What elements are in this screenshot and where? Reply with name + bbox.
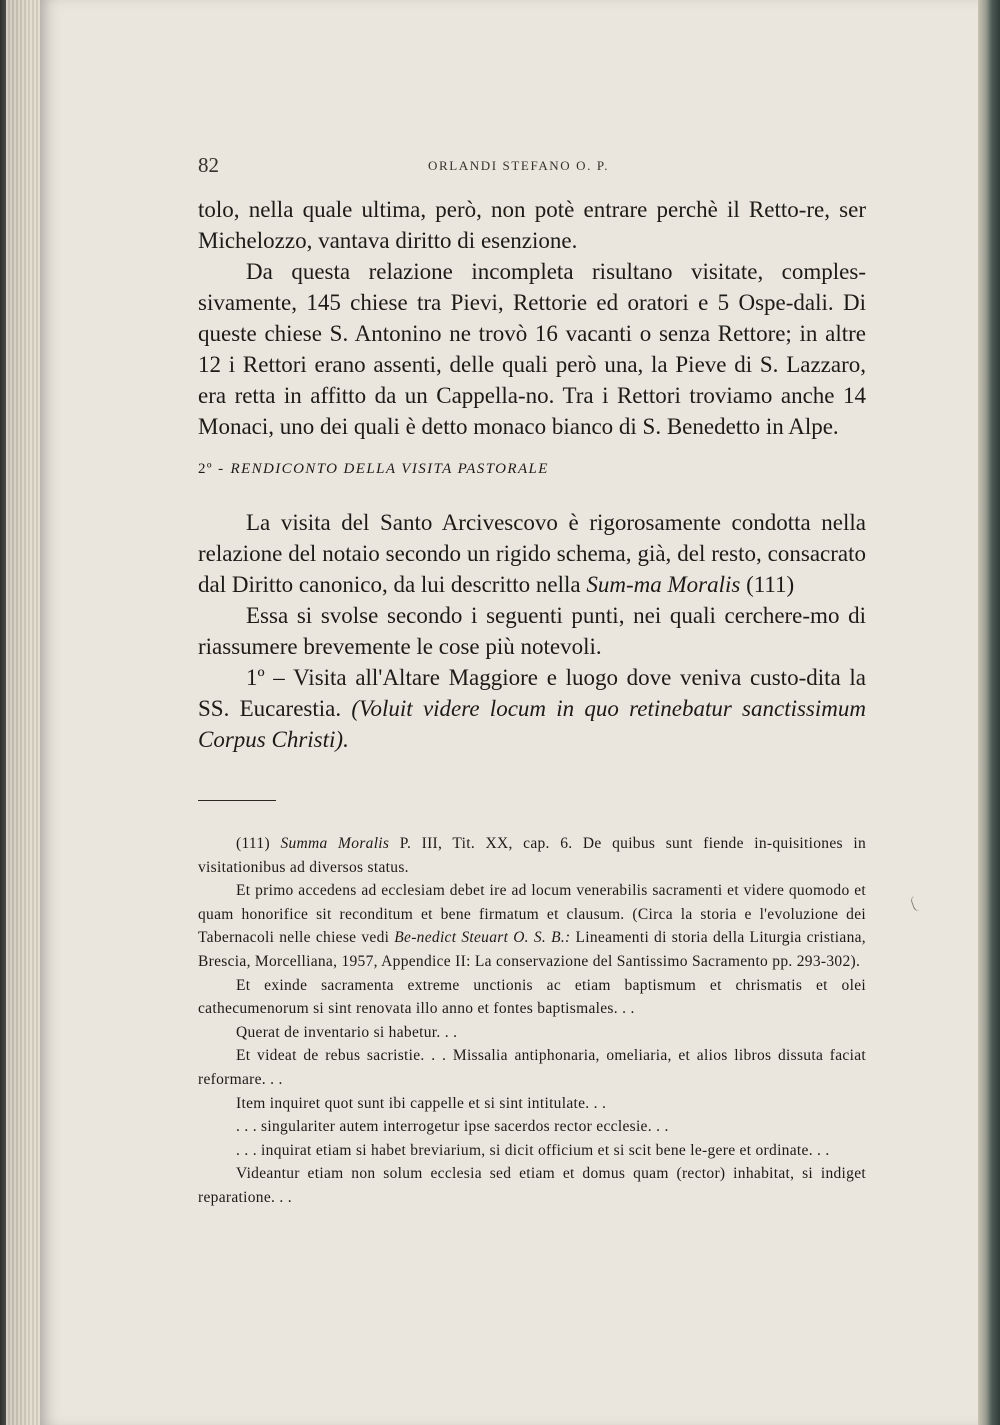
footnote-reference: (111) [746, 572, 795, 597]
paragraph: 1º – Visita all'Altare Maggiore e luogo dove veniva custo-dita la SS. Eucarestia. (Voluit videre locum in quo retinebatur sanctissimum Corpus Christi). [198, 665, 866, 752]
footnote-quote: . . . inquirat etiam si habet breviarium, si dicit officium et si scit bene le-gere et ordinate. . . [236, 1141, 830, 1159]
footnote-quote: Querat de inventario si habetur. . . [236, 1023, 458, 1041]
page-header [198, 153, 862, 179]
running-head: ORLANDI STEFANO O. P. [428, 158, 610, 173]
footnote-rule [198, 800, 276, 801]
footnote-quote: Et videat de rebus sacristie. . . Missalia antiphonaria, omeliaria, et alios libros dissuta faciat reformare. . . [198, 1047, 866, 1088]
footnotes [198, 832, 866, 1210]
italic-quote: (Voluit videre locum in quo retinebatur sanctissimum Corpus Christi). [198, 696, 866, 752]
paragraph: Essa si svolse secondo i seguenti punti, nei quali cerchere-mo di riassumere brevemente le cose più notevoli. [198, 603, 866, 659]
book-cover-edge [978, 0, 1000, 1425]
paragraph: Da questa relazione incompleta risultano visitate, comples-sivamente, 145 chiese tra Pievi, Rettorie ed oratori e 5 Ospe-dali. Di queste chiese S. Antonino ne trovò 16 vacanti o senza Rettore; in altre 12 i Rettori erano assenti, delle quali però una, la Pieve di S. Lazzaro, era retta in affitto da un Cappella-no. Tra i Rettori troviamo anche 14 Monaci, uno dei quali è detto monaco bianco di S. Benedetto in Alpe. [198, 259, 866, 439]
footnote-quote: Et primo accedens ad ecclesiam debet ire ad locum venerabilis sacramenti et videre quomodo et quam honorifice sit reconditum et bene firmatum et clausum. (Circa la storia e l'evoluzione dei Tabernacoli nelle chiese vedi Be-nedict Steuart O. S. B.: Lineamenti di storia della Liturgia cristiana, Brescia, Morcelliana, 1957, Appendice II: La conservazione del Santissimo Sacramento pp. 293-302). [198, 882, 866, 970]
section-heading [198, 454, 866, 485]
page-number: 82 [198, 153, 219, 177]
footnote-quote: Videantur etiam non solum ecclesia sed etiam et domus quam (rector) inhabitat, si indiget reparatione. . . [198, 1165, 866, 1206]
footnote-quote: Item inquiret quot sunt ibi cappelle et si sint intitulate. . . [236, 1094, 607, 1112]
footnote: (111) Summa Moralis P. III, Tit. XX, cap. 6. De quibus sunt fiende in-quisitiones in visitationibus ad diversos status. [198, 835, 866, 876]
paragraph: tolo, nella quale ultima, però, non potè entrare perchè il Retto-re, ser Michelozzo, vantava diritto di esenzione. [198, 197, 866, 253]
footnote-quote: . . . singulariter autem interrogetur ipse sacerdos rector ecclesie. . . [236, 1118, 669, 1136]
italic-title: Sum-ma Moralis [586, 572, 741, 597]
section-title: RENDICONTO DELLA VISITA PASTORALE [230, 461, 549, 477]
paragraph: La visita del Santo Arcivescovo è rigorosamente condotta nella relazione del notaio secondo un rigido schema, già, del resto, consacrato dal Diritto canonico, da lui descritto nella Sum-ma Moralis (111) [198, 510, 866, 597]
main-text [198, 194, 866, 755]
section-number: 2º - [198, 461, 225, 477]
footnote-quote: Et exinde sacramenta extreme unctionis ac etiam baptismum et chrismatis et olei cathecumenorum si sint renovata illo anno et fontes baptismales. . . [198, 976, 866, 1018]
